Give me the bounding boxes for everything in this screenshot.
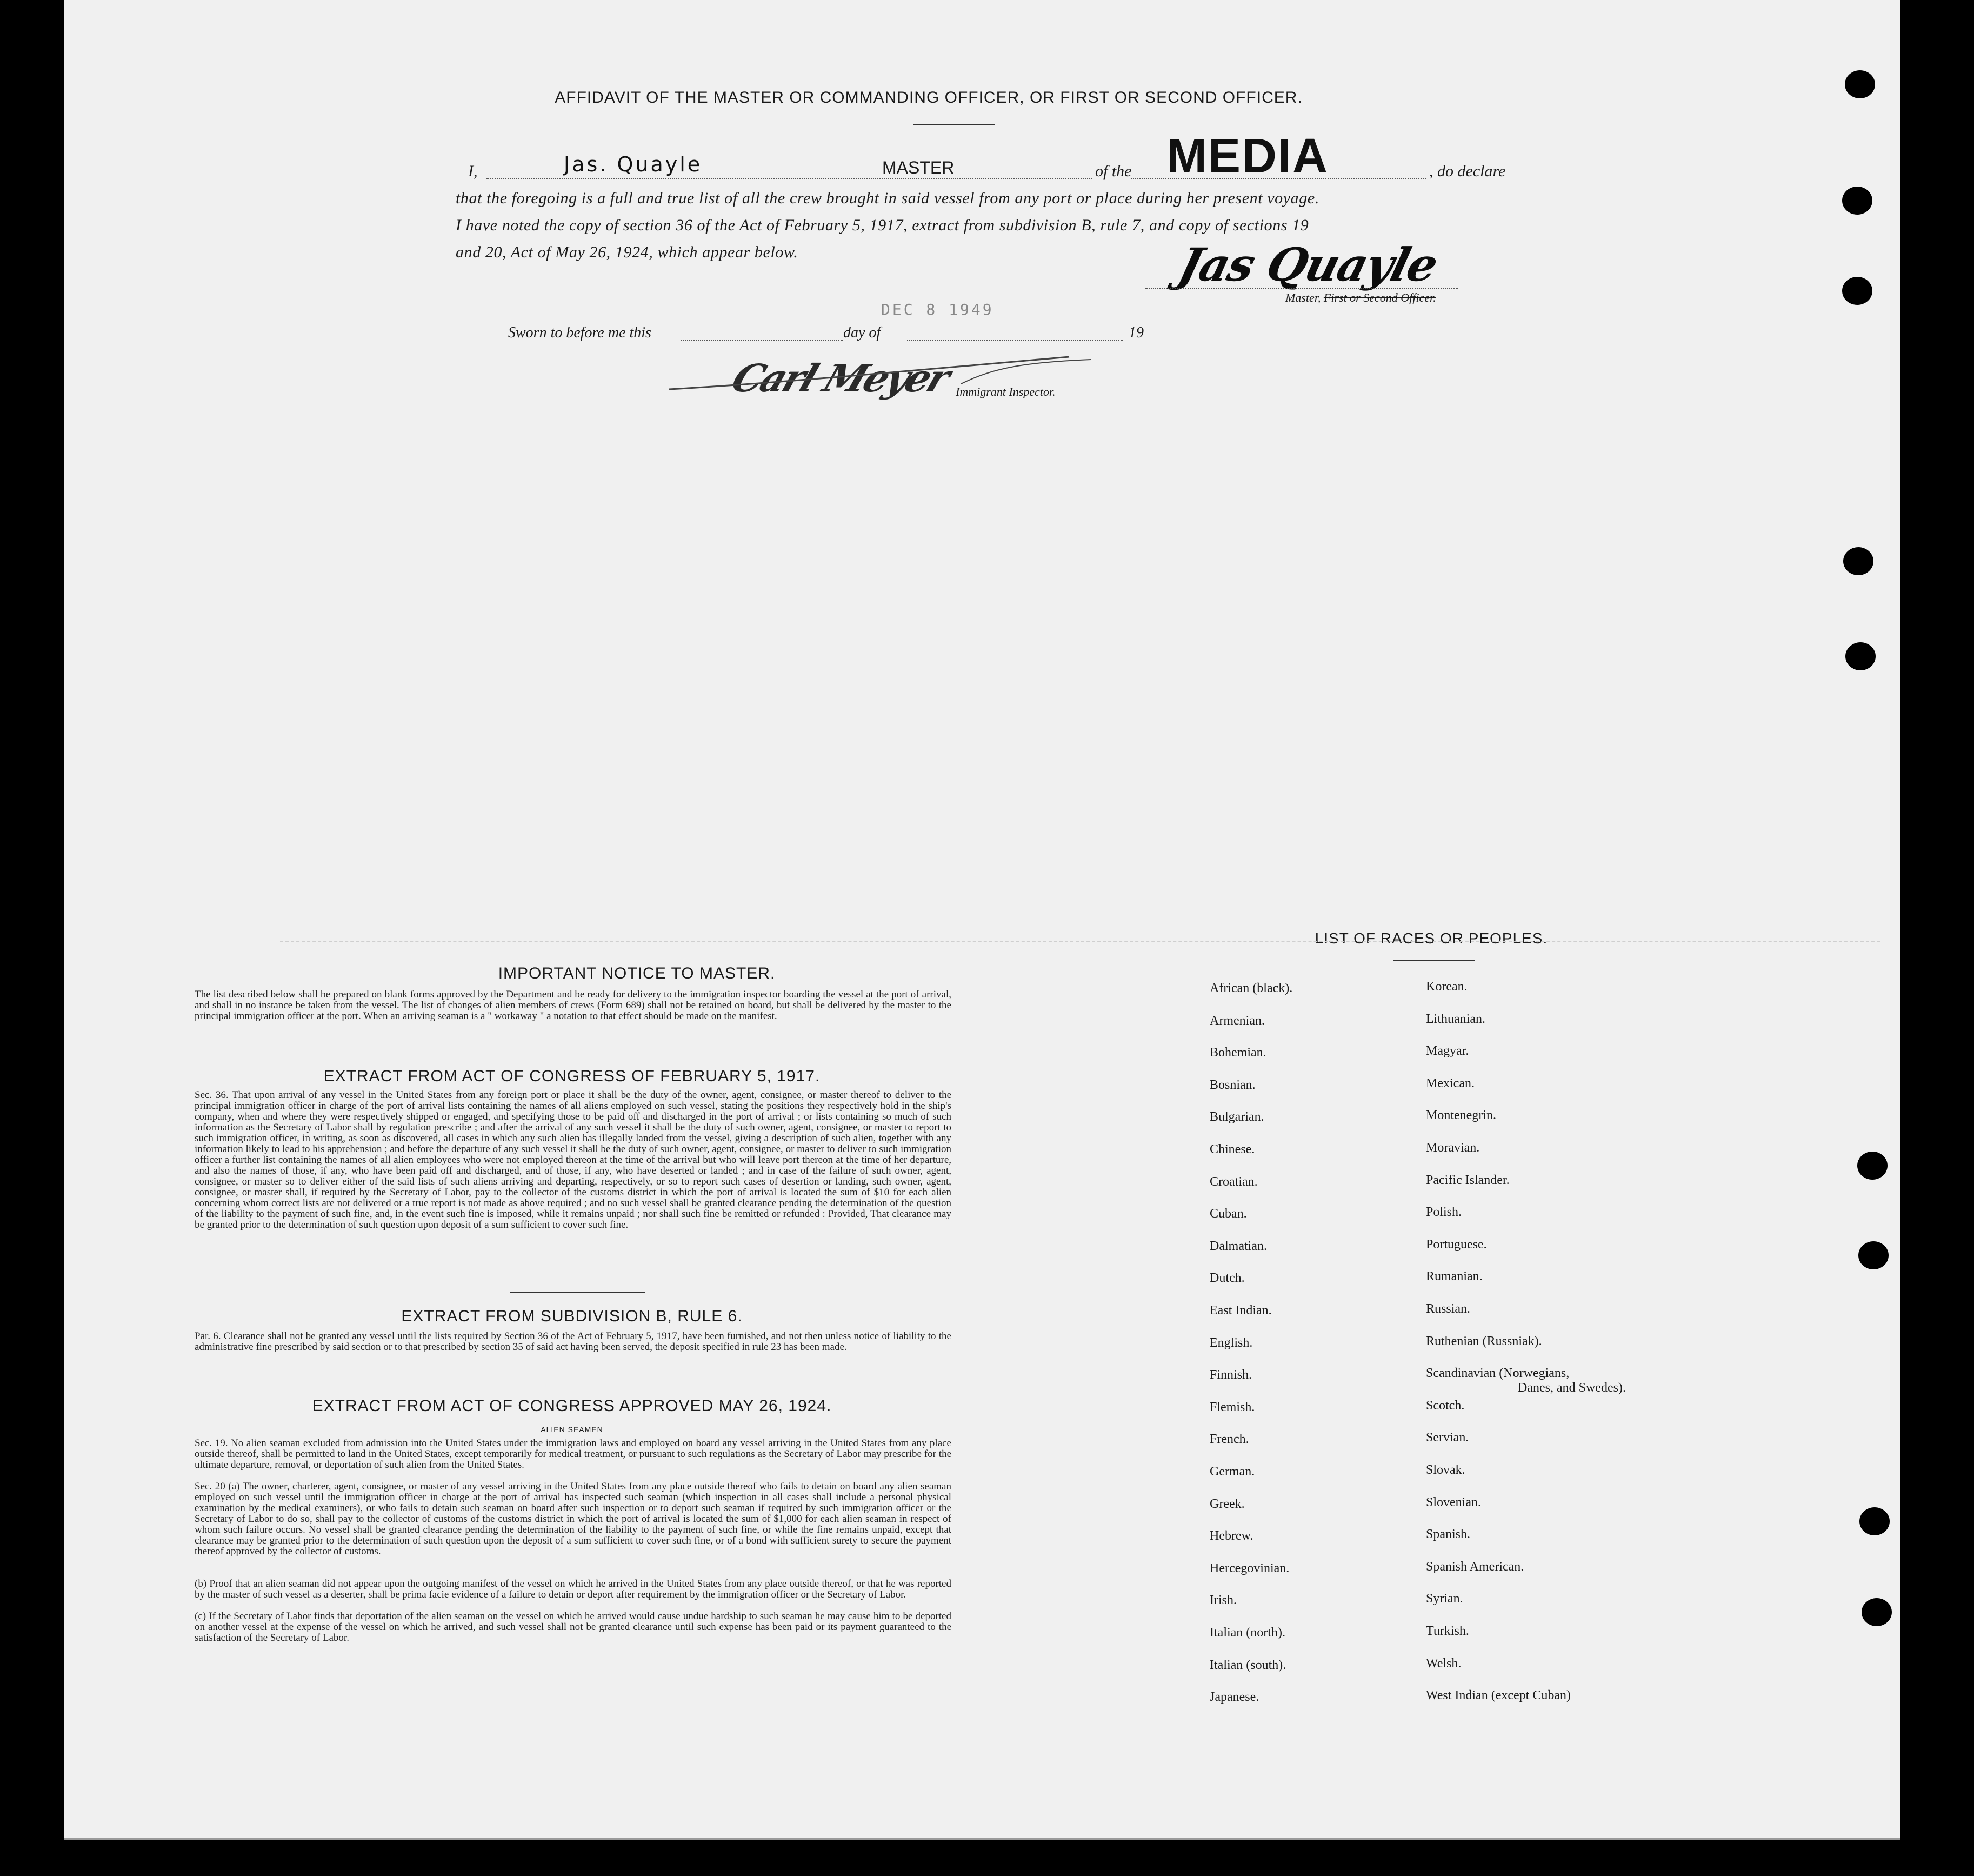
extract-1924-sec19: Sec. 19. No alien seaman excluded from admission into the United States under the immigration laws and employed on board any vessel arriving in the United States from any place outside thereof, shall be permitted to land in the United States, except temporarily for medical treatment, or pursuant to such regulations as the Secretary of Labor may prescribe for the ultimate departure, removal, or deportation of such alien from the United States. — [195, 1438, 951, 1471]
right-race-item: Pacific Islander. — [1426, 1173, 1510, 1187]
extract-1924-title: EXTRACT FROM ACT OF CONGRESS APPROVED MAY 26, 1924. — [312, 1397, 832, 1415]
inspector-caption: Immigrant Inspector. — [956, 385, 1056, 398]
master-signature: Jas Quayle — [1173, 238, 1443, 291]
right-race-item: Montenegrin. — [1426, 1108, 1496, 1123]
left-race-item: Greek. — [1210, 1496, 1245, 1511]
extract-1924-sec20b: (b) Proof that an alien seaman did not appear upon the outgoing manifest of the vessel on which he arrived in the United States from any place outside thereof, or that he was reported by the master of such vessel as a deserter, shall be prima facie evidence of a failure to detain or deport after requirement by the immigration officer or the Secretary of Labor. — [195, 1578, 951, 1600]
races-title-underline — [1393, 960, 1475, 961]
right-race-item: Rumanian. — [1426, 1269, 1483, 1284]
left-race-item: African (black). — [1210, 981, 1293, 995]
notice-body: The list described below shall be prepared on blank forms approved by the Department and be ready for delivery to the immigration inspector boarding the vessel at the port of arrival, and shall in no instance be taken from the vessel. The list of changes of alien members of crews (Form 689) shall not be retained on board, but shall be delivered by the master to the principal immigration officer at the port. When an arriving seaman is a " workaway " a notation to that effect should be made on the manifest. — [195, 989, 951, 1022]
left-race-item: English. — [1210, 1335, 1253, 1350]
punch-hole — [1845, 70, 1875, 98]
bleed-through-line — [280, 941, 1880, 942]
notice-title: IMPORTANT NOTICE TO MASTER. — [498, 964, 776, 982]
left-race-item: Hebrew. — [1210, 1529, 1253, 1544]
left-race-item: Flemish. — [1210, 1400, 1255, 1414]
title-underline — [913, 124, 995, 125]
right-race-item: Welsh. — [1426, 1656, 1462, 1671]
left-race-item: Dalmatian. — [1210, 1239, 1267, 1253]
year-prefix: 19 — [1129, 324, 1144, 341]
master-signature-rule — [1145, 288, 1458, 289]
affidavit-line-3: I have noted the copy of section 36 of the Act of February 5, 1917, extract from subdivision B, rule 7, and copy of sections 19 — [456, 216, 1309, 234]
right-race-item: Turkish. — [1426, 1624, 1469, 1638]
date-stamp: DEC 8 1949 — [881, 301, 994, 318]
right-race-item: Korean. — [1426, 980, 1468, 994]
extract-rule6-body: Par. 6. Clearance shall not be granted any vessel until the lists required by Section 36 of the Act of February 5, 1917, have been furnished, and not then unless notice of liability to the administrative fine prescribed by said section or to that prescribed by section 35 of said act having been served, the deposit specified in rule 23 has been made. — [195, 1331, 951, 1353]
left-race-item: East Indian. — [1210, 1303, 1272, 1318]
affidavit-title: AFFIDAVIT OF THE MASTER OR COMMANDING OFFICER, OR FIRST OR SECOND OFFICER. — [555, 89, 1303, 107]
extract-1917-divider — [510, 1292, 645, 1293]
left-race-item: Chinese. — [1210, 1142, 1255, 1156]
rank-field: MASTER — [882, 158, 955, 177]
right-race-item: West Indian (except Cuban) — [1426, 1688, 1571, 1703]
affidavit-line-4: and 20, Act of May 26, 1924, which appear below. — [456, 243, 798, 261]
left-race-item: Bulgarian. — [1210, 1110, 1264, 1125]
left-race-item: Italian (south). — [1210, 1658, 1286, 1672]
right-race-item: Magyar. — [1426, 1044, 1469, 1059]
right-race-item: Scotch. — [1426, 1398, 1465, 1413]
master-caption-struck: First or Second Officer. — [1323, 291, 1436, 304]
left-race-item: Cuban. — [1210, 1207, 1247, 1221]
left-race-item: Finnish. — [1210, 1368, 1252, 1382]
inspector-signature: Carl Meyer — [725, 356, 955, 401]
race-right-continuation: Danes, and Swedes). — [1518, 1381, 1626, 1395]
prefix-i: I, — [468, 162, 478, 180]
right-race-item: Servian. — [1426, 1431, 1469, 1445]
extract-1917-title: EXTRACT FROM ACT OF CONGRESS OF FEBRUARY 5, 1917. — [323, 1067, 821, 1085]
name-rule — [486, 178, 1092, 179]
punch-hole — [1862, 1598, 1892, 1626]
right-race-item: Syrian. — [1426, 1592, 1463, 1606]
master-caption — [1285, 291, 1436, 305]
vessel-rule — [1131, 178, 1426, 179]
left-race-item: Armenian. — [1210, 1013, 1265, 1028]
affidavit-line-2: that the foregoing is a full and true list of all the crew brought in said vessel from any port or place during her present voyage. — [456, 189, 1319, 207]
left-race-item: Japanese. — [1210, 1690, 1259, 1705]
punch-hole — [1858, 1241, 1889, 1269]
right-race-item: Russian. — [1426, 1302, 1471, 1316]
sworn-label: Sworn to before me this — [508, 324, 651, 341]
right-race-item: Spanish American. — [1426, 1559, 1524, 1574]
left-race-item: Dutch. — [1210, 1271, 1245, 1286]
day-of-label: day of — [843, 324, 881, 341]
left-race-item: German. — [1210, 1465, 1255, 1479]
do-declare-label: , do declare — [1429, 162, 1506, 180]
punch-hole — [1857, 1152, 1888, 1180]
races-title: LIST OF RACES OR PEOPLES. — [1315, 930, 1548, 947]
right-race-item: Lithuanian. — [1426, 1012, 1485, 1026]
right-race-item: Scandinavian (Norwegians, — [1426, 1366, 1570, 1381]
punch-hole — [1843, 547, 1873, 575]
vessel-name-field: MEDIA — [1166, 129, 1329, 183]
master-caption-label: Master, — [1285, 291, 1321, 304]
left-race-item: Hercegovinian. — [1210, 1561, 1290, 1575]
left-race-item: Irish. — [1210, 1593, 1237, 1608]
punch-hole — [1845, 642, 1876, 670]
left-race-item: Croatian. — [1210, 1174, 1258, 1189]
punch-hole — [1859, 1507, 1890, 1535]
right-race-item: Ruthenian (Russniak). — [1426, 1334, 1542, 1348]
left-race-item: Bosnian. — [1210, 1077, 1256, 1092]
punch-hole — [1842, 187, 1872, 215]
right-race-item: Polish. — [1426, 1205, 1462, 1220]
left-race-item: Bohemian. — [1210, 1046, 1266, 1060]
right-race-item: Moravian. — [1426, 1141, 1480, 1155]
right-race-item: Portuguese. — [1426, 1237, 1487, 1252]
of-the-label: of the — [1095, 162, 1132, 180]
right-race-item: Mexican. — [1426, 1076, 1475, 1090]
extract-1924-sec20c: (c) If the Secretary of Labor finds that deportation of the alien seaman on the vessel on which he arrived would cause undue hardship to such seaman he may cause him to be deported on another vessel at the expense of the vessel on which he arrived, and such vessel shall not be granted clearance until such expense has been paid or its payment guaranteed to the satisfaction of the Secretary of Labor. — [195, 1611, 951, 1644]
left-race-item: French. — [1210, 1432, 1249, 1447]
extract-1924-subtitle: ALIEN SEAMEN — [541, 1425, 603, 1434]
master-name-field: Jas. Quayle — [564, 152, 703, 176]
right-race-item: Spanish. — [1426, 1527, 1471, 1542]
right-race-item: Slovenian. — [1426, 1495, 1481, 1509]
extract-1924-sec20a: Sec. 20 (a) The owner, charterer, agent, consignee, or master of any vessel arriving in the United States from any place outside thereof who fails to detain on board any alien seaman employed on such vessel until the immigration officer in charge at the port of arrival has inspected such seaman (which inspection in all cases shall include a personal physical examination by the medical examiners), or who fails to detain such seaman on board after such inspection or to deport such seaman if required by such immigration officer or the Secretary of Labor to do so, shall pay to the collector of customs of the customs district in which the port of arrival is located the sum of $1,000 for each alien seaman in respect of whom such failure occurs. No vessel shall be granted clearance pending the determination of the liability to the payment of such fine, or while the fine remains unpaid, except that clearance may be granted prior to the determination of such question upon the deposit of a sum sufficient to cover such fine, or of a bond with sufficient surety to secure the payment thereof approved by the collector of customs. — [195, 1481, 951, 1557]
extract-rule6-title: EXTRACT FROM SUBDIVISION B, RULE 6. — [401, 1307, 743, 1325]
left-race-item: Italian (north). — [1210, 1626, 1285, 1640]
document-page — [64, 0, 1900, 1840]
right-race-item: Slovak. — [1426, 1463, 1465, 1477]
punch-hole — [1842, 277, 1872, 305]
extract-1917-body: Sec. 36. That upon arrival of any vessel in the United States from any foreign port or place it shall be the duty of the owner, agent, consignee, or master thereof to deliver to the principal immigration officer in charge of the port of arrival lists containing the names of all aliens employed on such vessel, stating the positions they respectively hold in the ship's company, when and where they were respectively shipped or engaged, and specifying those to be paid off and discharged in the port of arrival ; or lists containing so much of such information as the Secretary of Labor shall by regulation prescribe ; and after the arrival of any such vessel it shall be the duty of such owner, agent, consignee, or master to report to such immigration officer, in writing, as soon as discovered, all cases in which any such alien has illegally landed from the vessel, giving a description of such alien, together with any information likely to lead to his apprehension ; and before the departure of any such vessel it shall be the duty of such owner, agent, consignee, or master to deliver to such immigration officer a further list containing the names of all alien employees who were not employed thereon at the time of the arrival but who will leave port thereon at the time of her departure, and also the names of those, if any, who have been paid off and discharged, and of those, if any, who have deserted or landed ; and in case of the failure of such owner, agent, consignee, or master so to deliver either of the said lists of such aliens arriving and departing, respectively, or so to report such cases of desertion or landing, such owner, agent, consignee, or master shall, if required by the Secretary of Labor, pay to the collector of the customs district in which the port of arrival is located the sum of $10 for each alien concerning whom correct lists are not delivered or a true report is not made as above required ; and no such vessel shall be granted clearance pending the determination of the question of the liability to the payment of such fine, and, in the event such fine is imposed, while it remains unpaid ; nor shall such fine be remitted or refunded : Provided, That clearance may be granted prior to the determination of such question upon deposit of a sum sufficient to cover such fine. — [195, 1089, 951, 1230]
